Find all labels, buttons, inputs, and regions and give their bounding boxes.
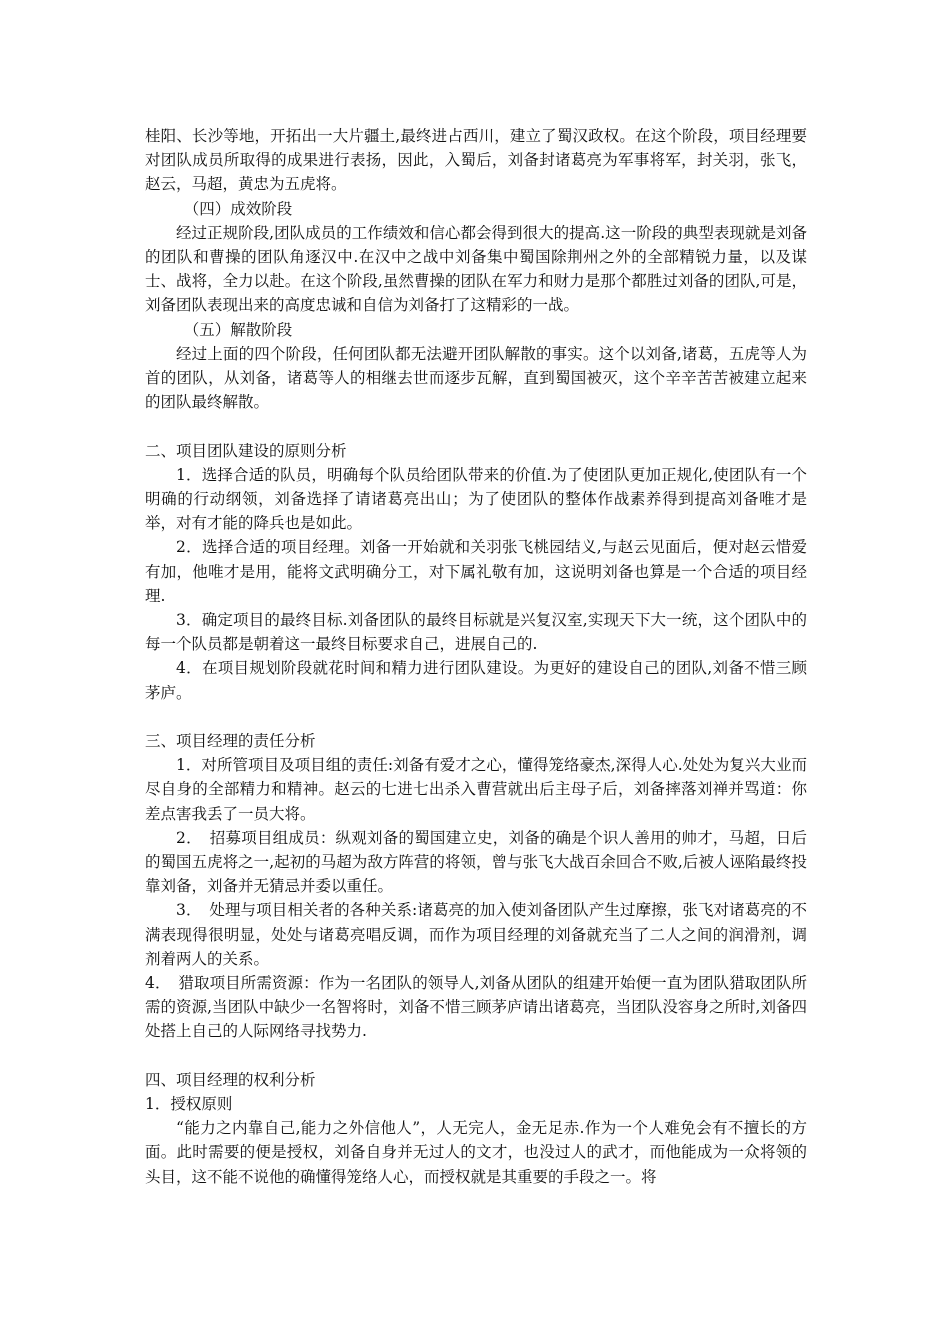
- body-paragraph: 经过上面的四个阶段，任何团队都无法避开团队解散的事实。这个以刘备,诸葛，五虎等人为首的团队，从刘备，诸葛等人的相继去世而逐步瓦解，直到蜀国被灭，这个辛辛苦苦被建立起来的团队最终解散。: [145, 344, 807, 412]
- subsection-heading: （五）解散阶段: [183, 320, 293, 339]
- section-spacer: [145, 414, 807, 438]
- body-paragraph: 4．在项目规划阶段就花时间和精力进行团队建设。为更好的建设自己的团队,刘备不惜三顾茅庐。: [145, 659, 807, 702]
- body-paragraph: 桂阳、长沙等地，开拓出一大片疆土,最终进占西川，建立了蜀汉政权。在这个阶段，项目经理要对团队成员所取得的成果进行表扬，因此，入蜀后，刘备封诸葛亮为军事将军，封关羽，张飞，赵云，马超，黄忠为五虎将。: [145, 127, 807, 194]
- section-heading: 三、项目经理的责任分析: [145, 732, 316, 751]
- section-heading: 四、项目经理的权利分析: [145, 1070, 316, 1089]
- body-paragraph: 4． 猎取项目所需资源：作为一名团队的领导人,刘备从团队的组建开始便一直为团队猎取团队所需的资源,当团队中缺少一名智将时，刘备不惜三顾茅庐请出诸葛亮，当团队没容身之所时,刘备四处搭上自己的人际网络寻找势力.: [145, 974, 807, 1041]
- document-page: [145, 124, 807, 1189]
- body-paragraph: 3．确定项目的最终目标.刘备团队的最终目标就是兴复汉室,实现天下大一统，这个团队中的每一个队员都是朝着这一最终目标要求自己，进展自己的.: [145, 611, 807, 654]
- body-paragraph: 2．选择合适的项目经理。刘备一开始就和关羽张飞桃园结义,与赵云见面后，便对赵云惜爱有加，他唯才是用，能将文武明确分工，对下属礼敬有加，这说明刘备也算是一个合适的项目经理.: [145, 538, 807, 605]
- body-paragraph: 1．对所管项目及项目组的责任:刘备有爱才之心，懂得笼络豪杰,深得人心.处处为复兴大业而尽自身的全部精力和精神。赵云的七进七出杀入曹营就出后主母子后，刘备摔落刘禅并骂道：你差点害我丢了一员大将。: [145, 756, 807, 823]
- body-paragraph: 2． 招募项目组成员：纵观刘备的蜀国建立史，刘备的确是个识人善用的帅才，马超，日后的蜀国五虎将之一,起初的马超为敌方阵营的将领，曾与张飞大战百余回合不败,后被人诬陷最终投靠刘备，刘备并无猜忌并委以重任。: [145, 828, 807, 896]
- body-paragraph: “能力之内靠自己,能力之外信他人”，人无完人，金无足赤.作为一个人难免会有不擅长的方面。此时需要的便是授权，刘备自身并无过人的文才，也没过人的武才，而他能成为一众将领的头目，这不能不说他的确懂得笼络人心，而授权就是其重要的手段之一。将: [145, 1119, 807, 1186]
- subsection-heading: （四）成效阶段: [183, 199, 293, 218]
- section-spacer: [145, 1044, 807, 1068]
- section-heading: 二、项目团队建设的原则分析: [145, 441, 347, 460]
- body-paragraph: 3． 处理与项目相关者的各种关系:诸葛亮的加入使刘备团队产生过摩擦，张飞对诸葛亮的不满表现得很明显，处处与诸葛亮唱反调，而作为项目经理的刘备就充当了二人之间的润滑剂，调剂着两人的关系。: [145, 901, 807, 968]
- section-heading: 1．授权原则: [145, 1095, 233, 1114]
- body-paragraph: 经过正规阶段,团队成员的工作绩效和信心都会得到很大的提高.这一阶段的典型表现就是刘备的团队和曹操的团队角逐汉中.在汉中之战中刘备集中蜀国除荆州之外的全部精锐力量，以及谋士、战将，全力以赴。在这个阶段,虽然曹操的团队在军力和财力是那个都胜过刘备的团队,可是，刘备团队表现出来的高度忠诚和自信为刘备打了这精彩的一战。: [145, 223, 807, 315]
- body-paragraph: 1．选择合适的队员，明确每个队员给团队带来的价值.为了使团队更加正规化,使团队有一个明确的行动纲领，刘备选择了请诸葛亮出山；为了使团队的整体作战素养得到提高刘备唯才是举，对有才能的降兵也是如此。: [145, 465, 807, 533]
- section-spacer: [145, 705, 807, 729]
